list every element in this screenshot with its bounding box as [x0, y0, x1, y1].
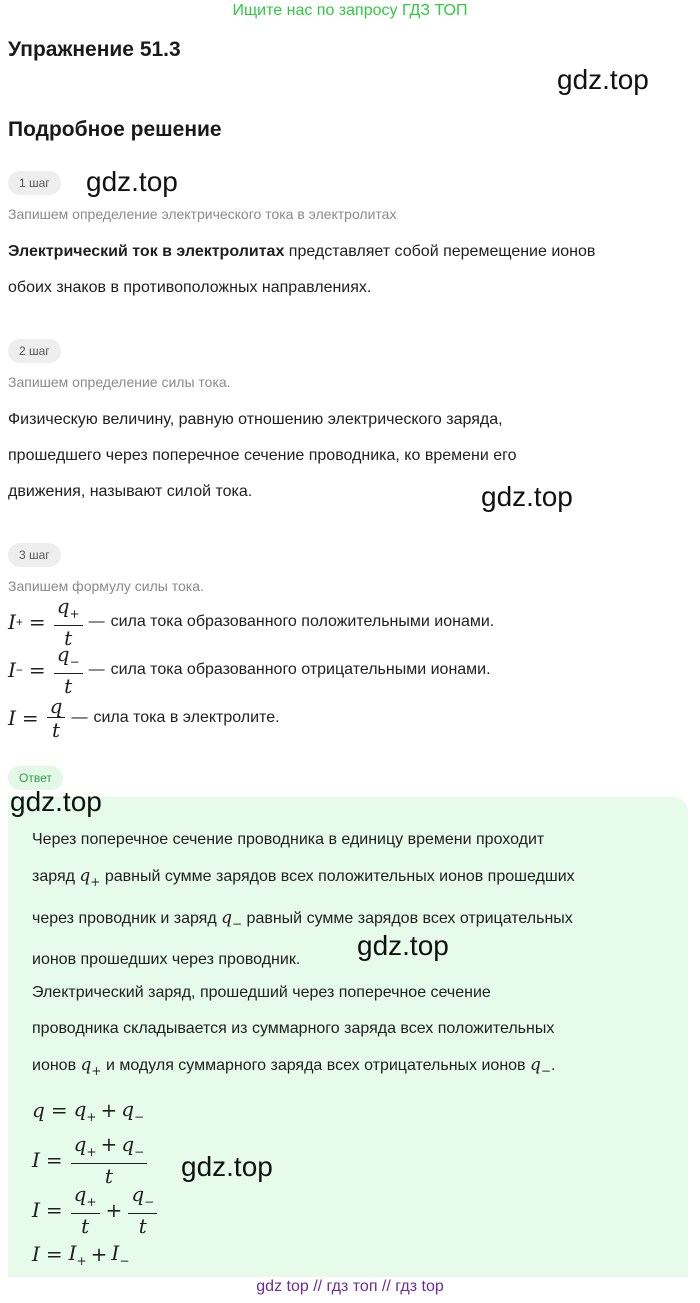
step-3-subtitle: Запишем формулу силы тока. — [8, 578, 204, 594]
search-banner[interactable]: Ищите нас по запросу ГДЗ ТОП — [232, 2, 468, 19]
watermark: gdz.top — [557, 64, 649, 95]
step-1-bold-term: Электрический ток в электролитах — [8, 243, 285, 260]
formula-i-plus: I + = $\frac{q_+}{t}$ — сила тока образованного положительными ионами. — [8, 593, 495, 650]
answer-p1-line4: ионов прошедших через проводник. — [32, 951, 301, 968]
answer-paragraph-2: Электрический заряд, прошедший через поперечное сечение проводника складывается из суммарного заряда всех положительных ионов $q_+$ и модуля суммарного заряда всех отрицательных ионов $q_-$. — [32, 975, 672, 1089]
step-2-line2: прошедшего через поперечное сечение проводника, ко времени его — [8, 447, 517, 464]
formula-i-total: I = $\frac{q}{t}$ — сила тока в электролите. — [8, 693, 280, 742]
step-1-text-line1: представляет собой перемещение ионов — [284, 243, 596, 260]
watermark: gdz.top — [481, 481, 573, 512]
step-2-line1: Физическую величину, равную отношению электрического заряда, — [8, 411, 503, 428]
fraction: $\frac{q_-}{t}$ — [128, 1184, 157, 1237]
answer-badge: Ответ — [8, 766, 63, 790]
fraction: $\frac{q_+}{t}$ — [71, 1184, 100, 1237]
step-2-badge: 2 шаг — [8, 339, 61, 363]
answer-p2-line1: Электрический заряд, прошедший через поперечное сечение — [32, 984, 491, 1001]
formula-2-desc: сила тока образованного отрицательными ионами. — [110, 661, 491, 678]
step-2-lines — [8, 374, 684, 510]
watermark: gdz.top — [10, 786, 102, 817]
answer-formula-q-sum: q = $q_+$ + $q_-$ — [32, 1096, 145, 1124]
step-1-text-line2: обоих знаков в противоположных направлениях. — [8, 279, 372, 296]
step-1-text — [8, 234, 684, 306]
footer-links[interactable]: gdz top // гдз топ // гдз top — [256, 1278, 444, 1295]
answer-p2-line2: проводника складывается из суммарного заряда всех положительных — [32, 1020, 555, 1037]
step-2-line3: движения, называют силой тока. — [8, 483, 253, 500]
formula-1-desc: сила тока образованного положительными ионами. — [110, 613, 495, 630]
step-1-badge: 1 шаг — [8, 171, 61, 195]
answer-formula-i-fraction: I = $\frac{q_+ + q_-}{t}$ — [32, 1134, 149, 1186]
watermark: gdz.top — [181, 1151, 273, 1182]
fraction: $\frac{q}{t}$ — [47, 696, 66, 741]
step-1-subtitle: Запишем определение электрического тока в электролитах — [8, 206, 397, 222]
exercise-title: Упражнение 51.3 — [8, 38, 181, 61]
watermark: gdz.top — [357, 930, 449, 961]
answer-formula-i-sum: I = $I_+$ + $I_-$ — [32, 1240, 130, 1268]
watermark: gdz.top — [86, 166, 178, 197]
fraction: $\frac{q_+ + q_-}{t}$ — [71, 1134, 148, 1187]
step-2-subtitle: Запишем определение силы тока. — [8, 374, 231, 390]
fraction: $\frac{q_-}{t}$ — [54, 644, 83, 697]
formula-3-desc: сила тока в электролите. — [93, 709, 280, 726]
fraction: $\frac{q_+}{t}$ — [54, 596, 83, 649]
formula-i-minus: I − = $\frac{q_-}{t}$ — сила тока образованного отрицательными ионами. — [8, 641, 491, 698]
answer-p1-line1: Через поперечное сечение проводника в единицу времени проходит — [32, 831, 545, 848]
answer-formula-i-two-fractions: I = $\frac{q_+}{t}$ + $\frac{q_-}{t}$ — [32, 1184, 159, 1236]
solution-title: Подробное решение — [8, 118, 222, 141]
answer-paragraph-1: Через поперечное сечение проводника в единицу времени проходит заряд $q_+$ равный сумме зарядов всех положительных ионов прошедших через проводник и заряд $q_-$ равный сумме зарядов всех отрицательных ионов прошедших через проводник. — [32, 822, 672, 978]
step-3-badge: 3 шаг — [8, 543, 61, 567]
